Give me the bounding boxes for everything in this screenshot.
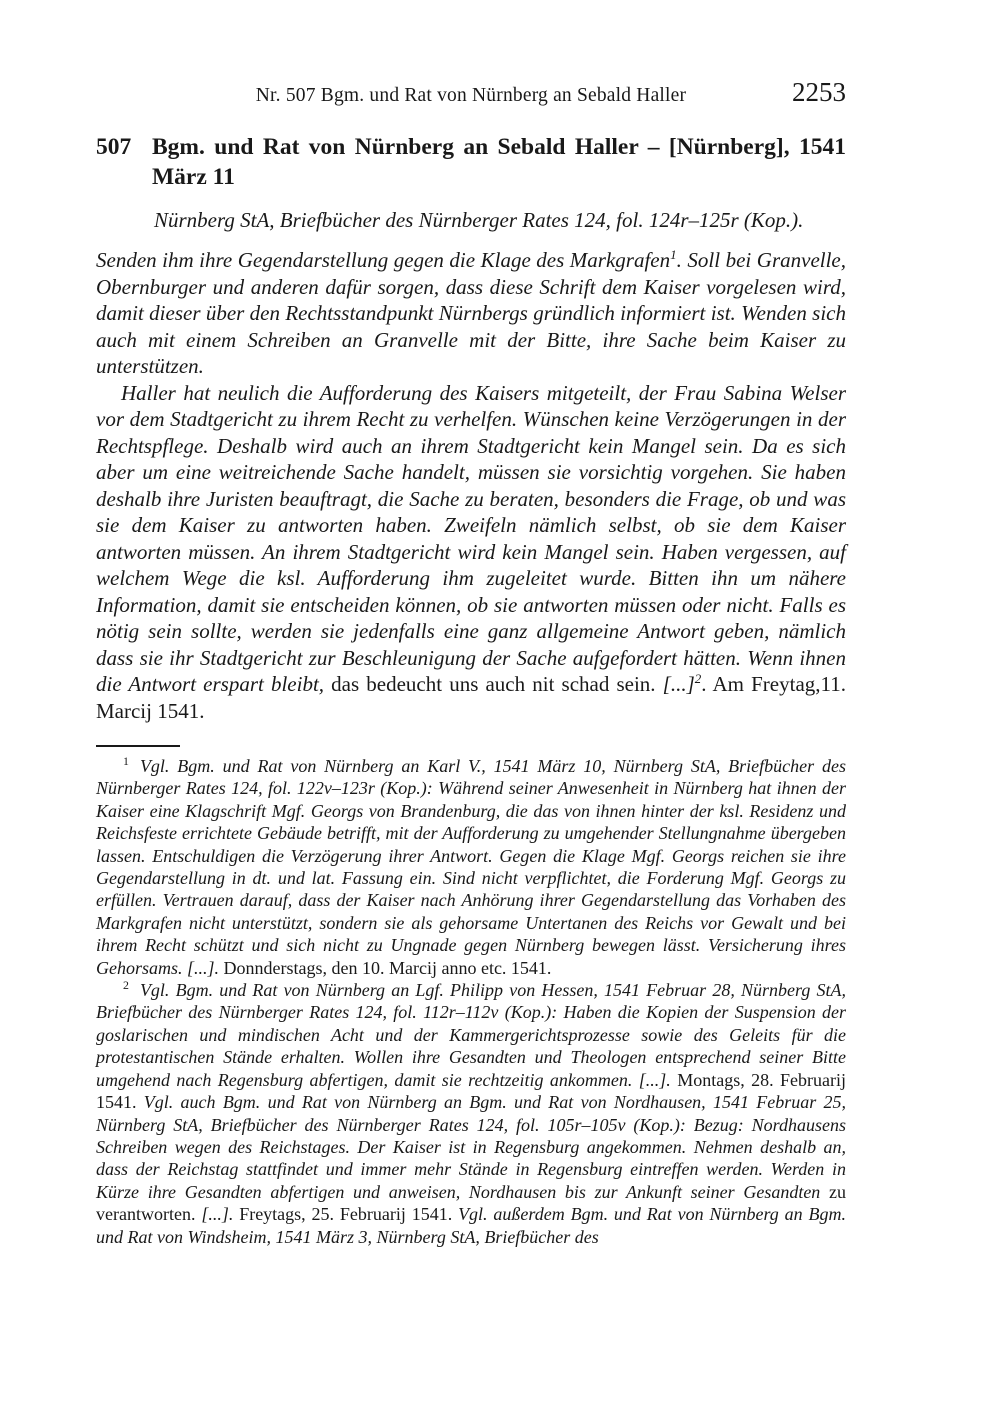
page-header [96, 77, 846, 114]
footnote-2-italic-3: Vgl. außerdem Bgm. und Rat von Nürnberg an Bgm. und Rat von Windsheim, 1541 März 3, Nürnberg StA, Briefbücher des [96, 1204, 846, 1247]
regest-paragraph-1 [96, 247, 846, 380]
regest-2-quote-roman: das bedeucht uns auch nit schad sein. [331, 672, 663, 696]
regest-paragraph-2 [96, 380, 846, 725]
footnote-2-roman-quote: zu verantworten. [96, 1181, 846, 1225]
entry-heading [96, 132, 846, 192]
footnote-separator-rule [96, 745, 180, 747]
regest-1-italic: Senden ihm ihre Gegendarstellung gegen die Klage des Markgrafen [96, 248, 671, 272]
footnote-2-roman-date-2: Freytags, 25. Februarij 1541. [239, 1204, 459, 1225]
entry-title: Bgm. und Rat von Nürnberg an Sebald Haller – [Nürnberg], 1541 März 11 [152, 134, 846, 190]
running-head: Nr. 507 Bgm. und Rat von Nürnberg an Sebald Haller [255, 85, 687, 106]
footnote-2-italic-2: Vgl. auch Bgm. und Rat von Nürnberg an Bgm. und Rat von Nordhausen, 1541 Februar 25, Nürnberg StA, Briefbücher des Nürnberger Rates 124, fol. 105r–105v (Kop.): Bezug: Nordhausens Schreiben wegen des Reichstages. Der Kaiser ist in Regensburg angekommen. Nehmen deshalb an, dass der Reichstag stattfindet und immer mehr Stände in Regensburg eintreffen werden. Werden in Kürze ihre Gesandten abfertigen und anweisen, Nordhausen bis zur Ankunft seiner Gesandten [96, 1092, 846, 1202]
regest-2-italic: Haller hat neulich die Aufforderung des Kaisers mitgeteilt, der Frau Sabina Welser vor dem Stadtgericht zu ihrem Recht zu verhelfen. Wünschen keine Verzögerungen in der Rechtspflege. Deshalb wird auch an ihrem Stadtgericht kein Mangel sein. Da es sich aber um eine weitreichende Sache handelt, müssen sie vorsichtig vorgehen. Sie haben deshalb ihre Juristen beauftragt, die Sache zu beraten, besonders die Frage, ob und was sie dem Kaiser zu antworten haben. Zweifeln nämlich selbst, ob sie dem Kaiser antworten müssen. An ihrem Stadtgericht wird kein Mangel sein. Haben vergessen, auf welchem Wege die ksl. Aufforderung ihm zugeleitet wurde. Bitten ihn um nähere Information, damit sie entscheiden können, ob sie antworten müssen oder nicht. Falls es nötig sein sollte, werden sie jedenfalls eine ganz allgemeine Antwort geben, nämlich dass sie ihr Stadtgericht zur Beschleunigung der Sache aufgefordert hätten. Wenn ihnen die Antwort erspart bleibt, [96, 380, 846, 696]
regest-1-italic-cont: . Soll bei Granvelle, Obernburger und anderen dafür sorgen, dass diese Schrift dem Kaiser vorgelesen wird, damit dieser über den Rechtsstandpunkt Nürnbergs gründlich informiert ist. Wenden sich auch mit einem Schreiben an Granvelle mit der Bitte, ihre Sache beim Kaiser zu unterstützen. [96, 248, 847, 378]
footnote-1 [96, 755, 846, 979]
regest-2-omission: [...] [662, 672, 695, 696]
page-number: 2253 [792, 77, 846, 107]
letter-entry [96, 132, 846, 724]
regest-2-dateline-roman: . Am Freytag,11. Marcij 1541. [96, 672, 846, 723]
footnotes-section [96, 745, 846, 1248]
footnote-2-marker: 2 [123, 978, 129, 993]
footnote-ref-2: 2 [694, 671, 702, 686]
text-column [96, 77, 847, 1248]
footnote-1-italic: Vgl. Bgm. und Rat von Nürnberg an Karl V., 1541 März 10, Nürnberg StA, Briefbücher des Nürnberger Rates 124, fol. 122v–123r (Kop.): Während seiner Anwesenheit in Nürnberg hat ihnen der Kaiser eine Klagschrift Mgf. Georgs von Brandenburg, die das von ihnen hinter der ksl. Residenz und Reichsfeste errichtete Gebäude betrifft, mit der Aufforderung zu umgehender Stellungnahme übergeben lassen. Entschuldigen die Verzögerung ihrer Antwort. Gegen die Klage Mgf. Georgs reichen sie ihre Gegendarstellung in dt. und lat. Fassung ein. Sind nicht verpflichtet, die Forderung Mgf. Georgs zu erfüllen. Vertrauen darauf, dass der Kaiser nach Anhörung ihrer Gegendarstellung das Vorhaben des Markgrafen nicht unterstützt, sondern sie als gehorsame Untertanen des Reichs vor Gewalt und bei ihrem Recht schützt und sich nicht zu Ungnade gegen Nürnberg bewegen lässt. Versicherung ihres Gehorsams. [...]. [96, 756, 846, 978]
archival-source-line: Nürnberg StA, Briefbücher des Nürnberger Rates 124, fol. 124r–125r (Kop.). [154, 208, 804, 232]
footnote-2-omission: [...]. [201, 1204, 240, 1225]
footnote-1-roman-date: Donnderstags, den 10. Marcij anno etc. 1541. [223, 957, 552, 978]
regest-text [96, 247, 846, 724]
footnote-ref-1: 1 [670, 247, 677, 262]
footnote-2-italic-1: Vgl. Bgm. und Rat von Nürnberg an Lgf. Philipp von Hessen, 1541 Februar 28, Nürnberg StA, Briefbücher des Nürnberger Rates 124, fol. 112r–112v (Kop.): Haben die Kopien der Suspension der goslarischen und mindischen Acht und der Kammergerichtsprozesse sowie des Geleits für die protestantischen Stände erhalten. Wollen ihre Gesandten und Theologen entsprechend seiner Bitte umgehend nach Regensburg abfertigen, damit sie rechtzeitig ankommen. [...]. [96, 980, 846, 1090]
entry-number: 507 [96, 134, 132, 160]
footnote-2 [96, 979, 846, 1248]
footnote-1-marker: 1 [123, 754, 129, 768]
footnote-2-roman-date-1: Montags, 28. Februarij 1541. [96, 1069, 846, 1113]
